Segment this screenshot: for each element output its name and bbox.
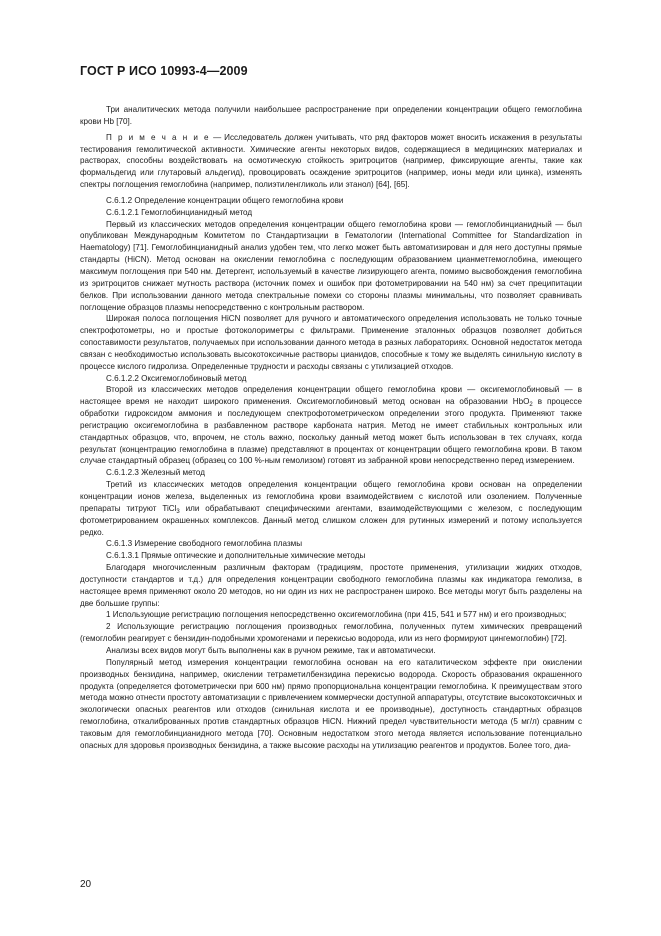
paragraph-text: Второй из классических методов определения концентрации общего гемоглобина крови — оксигемоглобиновый — в настоящее время не находит широкого применения. Оксигемоглобиновый метод основан на образовании: [80, 385, 582, 407]
section-heading: С.6.1.3 Измерение свободного гемоглобина плазмы: [106, 539, 303, 549]
paragraph: [80, 384, 582, 467]
section-heading: С.6.1.2.1 Гемоглобинцианидный метод: [106, 207, 253, 217]
list-item: 1 Использующие регистрацию поглощения непосредственно оксигемоглобина (при 415, 541 и 577 нм) и его производных;: [106, 610, 567, 620]
formula-subscript: 2: [529, 402, 533, 409]
document-header: ГОСТ Р ИСО 10993-4—2009: [80, 64, 248, 78]
paragraph: Первый из классических методов определения концентрации общего гемоглобина крови — гемоглобинцианидный — был опубликован Международным Комитетом по Стандартизации в Гематологии (International Committee for Standardization in Haematology) [71]. Гемоглобинцианидный анализ удобен тем, что легко может быть автоматизирован и для него доступны прямые стандарты (HiCN). Метод основан на окислении гемоглобина с последующим образованием цианметгемоглобина, имеющего максимум поглощения при 540 нм. Детергент, используемый в качестве лизирующего агента, помимо высвобождения гемоглобина из эритроцитов снижает мутность раствора (источник помех и ошибок при фотометрировании на 540 нм) за счет преципитации белков. При использовании данного метода спектральные помехи со стороны плазмы минимальны, что позволяет сравнивать поглощение образцов плазмы непосредственно с контрольным раствором.: [80, 219, 582, 312]
paragraph-text: Третий из классических методов определения концентрации общего гемоглобина крови основан на определении концентрации ионов железа, выделенных из гемоглобина крови взаимодействием с кислотой или озолением. Полученные препараты титруют TiCl: [80, 480, 582, 513]
section-heading: С.6.1.3.1 Прямые оптические и дополнительные химические методы: [106, 551, 366, 561]
formula-subscript: 3: [176, 508, 180, 515]
formula-base: HbO: [512, 397, 530, 407]
paragraph: Анализы всех видов могут быть выполнены как в ручном режиме, так и автоматически.: [106, 645, 436, 655]
paragraph: Благодаря многочисленным различным факторам (традициям, простоте применения, утилизации жидких отходов, доступности стандартов и т.д.) для определения концентрации свободного гемоглобина плазмы как индикатора гемолиза, в настоящее время применяют около 20 методов, но ни один из них не распространен широко. Все методы могут быть разделены на две большие группы:: [80, 563, 582, 608]
section-heading: С.6.1.2.2 Оксигемоглобиновый метод: [106, 373, 247, 383]
note-label: П р и м е ч а н и е: [106, 132, 211, 142]
paragraph-text: в процессе обработки гидроксидом аммония и последующем спектрофотометрическом определении этого продукта. Применяют также регистрацию оксигемоглобина в разбавленном растворе карбоната натрия. Метод не имеет стабильных контрольных или стандартных образцов, что, впрочем, не столь важно, поскольку данный метод может быть использован в тех случаях, когда результат (концентрацию гемоглобина в плазме) представляют в процентах от концентрации общего гемоглобина крови. В таком случае стандартный образец (образец со 100 %-ным гемолизом) готовят из забранной крови непосредственно перед измерением.: [80, 397, 583, 466]
document-body: [80, 104, 582, 752]
note-paragraph: [80, 132, 582, 191]
list-item: 2 Использующие регистрацию поглощения производных гемоглобина, полученных путем химических превращений (гемоглобин реагирует с бензидин-подобными хромогенами и перекисью водорода, или из него формируют цингемоглобин) [72].: [80, 622, 582, 644]
note-text: — Исследователь должен учитывать, что ряд факторов может вносить искажения в результаты тестирования гемолитической активности. Химические агенты некоторых видов, содержащиеся в медицинских материалах и растворах, способны воздействовать на осмотическую стойкость эритроцитов (например, фиксирующие агенты, такие как формальдегид или глутаровый альдегид), провоцировать осаждение эритроцитов (например, ионы меди или цинка), изменять спектры поглощения гемоглобина (например, полиэтиленгликоль или этанол) [64], [65].: [80, 132, 582, 190]
formula-hbo2: [512, 397, 533, 409]
paragraph: Популярный метод измерения концентрации гемоглобина основан на его каталитическом эффекте при окислении производных бензидина, например, окислении тетраметилбензидина перекисью водорода. Скорость образования окрашенного продукта (определяется фотометрически при 600 нм) прямо пропорциональна концентрации гемоглобина. К преимуществам этого метода можно отнести простоту автоматизации с привлечением коммерчески доступной аппаратуры, отсутствие высокотоксичных и экологически опасных реагентов или отходов (синильная кислота и ее производные), доступность стандартных образцов гемоглобина, откалиброванных против стандартных образцов HiCN. Нижний предел чувствительности метода (5 мг/л) сравним с таковым для гемоглобинцианидного метода [70]. Основным недостатком этого метода является использование потенциально опасных для здоровья производных бензидина, а также высокие расходы на утилизацию реагентов и продуктов. Более того, диа-: [80, 657, 582, 750]
paragraph: Три аналитических метода получили наибольшее распространение при определении концентрации общего гемоглобина крови Hb [70].: [80, 105, 582, 126]
paragraph-text: или обрабатывают специфическими агентами, взаимодействующими с железом, с последующим фотометрированием окрашенных комплексов. Данный метод слишком сложен для рутинных измерений и потому используется редко.: [80, 503, 582, 537]
page-number: 20: [80, 879, 92, 890]
section-heading: С.6.1.2 Определение концентрации общего гемоглобина крови: [106, 195, 344, 205]
paragraph: [80, 479, 582, 538]
paragraph: Широкая полоса поглощения HiCN позволяет для ручного и автоматического определения использовать не только точные спектрофотометры, но и простые фотоколориметры с фильтрами. Применение эталонных образцов позволяет добиться сопоставимости результатов, получаемых при использовании данного метода в разных лабораториях. Основной недостаток метода связан с необходимостью использовать высокотоксичные растворы цианидов, способные к тому же выделять синильную кислоту в процессе кислого гидролиза. Определенные трудности и расходы связаны с утилизацией отходов.: [80, 314, 582, 371]
section-heading: С.6.1.2.3 Железный метод: [106, 468, 205, 478]
